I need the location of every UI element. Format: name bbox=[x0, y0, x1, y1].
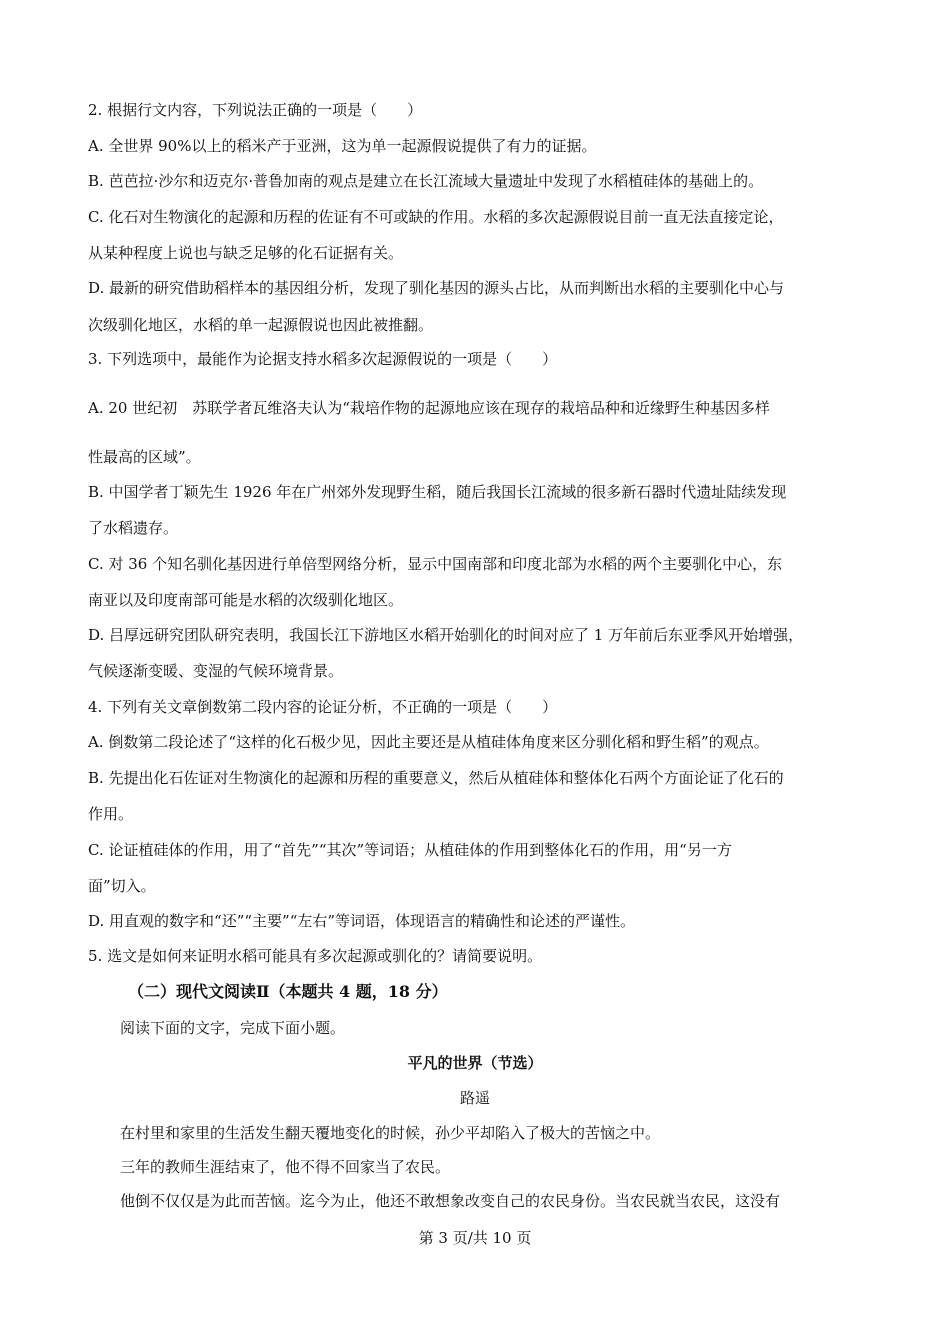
passage-paragraph-2: 三年的教师生涯结束了，他不得不回家当了农民。 bbox=[120, 1158, 451, 1176]
q2-option-d-line2: 次级驯化地区，水稻的单一起源假说也因此被推翻。 bbox=[88, 316, 434, 334]
q3-option-d-line1: D. 吕厚远研究团队研究表明，我国长江下游地区水稻开始驯化的时间对应了 1 万年前后东亚季风开始增强， bbox=[88, 626, 804, 644]
section-instruction: 阅读下面的文字，完成下面小题。 bbox=[120, 1019, 346, 1037]
passage-paragraph-3: 他倒不仅仅是为此而苦恼。迄今为止，他还不敢想象改变自己的农民身份。当农民就当农民，这没有 bbox=[120, 1192, 781, 1210]
q2-stem: 2. 根据行文内容，下列说法正确的一项是（ ） bbox=[88, 101, 423, 119]
q2-option-a: A. 全世界 90%以上的稻米产于亚洲，这为单一起源假说提供了有力的证据。 bbox=[88, 137, 597, 155]
q2-option-b: B. 芭芭拉·沙尔和迈克尔·普鲁加南的观点是建立在长江流域大量遗址中发现了水稻植硅体的基础上的。 bbox=[88, 172, 764, 190]
q2-option-d-line1: D. 最新的研究借助稻样本的基因组分析，发现了驯化基因的源头占比，从而判断出水稻的主要驯化中心与 bbox=[88, 279, 785, 297]
q4-option-c-line1: C. 论证植硅体的作用，用了“首先”“其次”等词语；从植硅体的作用到整体化石的作用，用“另一方 bbox=[88, 841, 732, 859]
passage-paragraph-1: 在村里和家里的生活发生翻天覆地变化的时候，孙少平却陷入了极大的苦恼之中。 bbox=[120, 1124, 661, 1142]
page-footer: 第 3 页/共 10 页 bbox=[418, 1229, 532, 1247]
q4-option-d: D. 用直观的数字和“还”“主要”“左右”等词语，体现语言的精确性和论述的严谨性。 bbox=[88, 912, 636, 930]
q3-option-a-line2: 性最高的区域”。 bbox=[88, 448, 201, 466]
q4-option-c-line2: 面”切入。 bbox=[88, 877, 156, 895]
q3-option-c-line1: C. 对 36 个知名驯化基因进行单倍型网络分析，显示中国南部和印度北部为水稻的两个主要驯化中心，东 bbox=[88, 555, 783, 573]
q3-option-d-line2: 气候逐渐变暖、变湿的气候环境背景。 bbox=[88, 662, 344, 680]
q4-stem: 4. 下列有关文章倒数第二段内容的论证分析，不正确的一项是（ ） bbox=[88, 698, 558, 716]
section-heading: （二）现代文阅读Ⅱ（本题共 4 题，18 分） bbox=[128, 982, 448, 1001]
q2-option-c-line1: C. 化石对生物演化的起源和历程的佐证有不可或缺的作用。水稻的多次起源假说目前一直无法直接定论， bbox=[88, 208, 784, 226]
q3-option-c-line2: 南亚以及印度南部可能是水稻的次级驯化地区。 bbox=[88, 591, 404, 609]
q2-option-c-line2: 从某种程度上说也与缺乏足够的化石证据有关。 bbox=[88, 244, 404, 262]
q4-option-a: A. 倒数第二段论述了“这样的化石极少见，因此主要还是从植硅体角度来区分驯化稻和野生稻”的观点。 bbox=[88, 733, 769, 751]
q4-option-b-line1: B. 先提出化石佐证对生物演化的起源和历程的重要意义，然后从植硅体和整体化石两个方面论证了化石的 bbox=[88, 769, 784, 787]
q3-stem: 3. 下列选项中，最能作为论据支持水稻多次起源假说的一项是（ ） bbox=[88, 350, 558, 368]
q3-option-a-line1: A. 20 世纪初 苏联学者瓦维洛夫认为“栽培作物的起源地应该在现存的栽培品种和近缘野生种基因多样 bbox=[88, 399, 770, 417]
q3-option-b-line1: B. 中国学者丁颖先生 1926 年在广州郊外发现野生稻，随后我国长江流域的很多新石器时代遗址陆续发现 bbox=[88, 483, 787, 501]
q5-stem: 5. 选文是如何来证明水稻可能具有多次起源或驯化的？请简要说明。 bbox=[88, 947, 543, 965]
q3-option-b-line2: 了水稻遗存。 bbox=[88, 519, 179, 537]
passage-author: 路遥 bbox=[459, 1089, 490, 1107]
passage-title: 平凡的世界（节选） bbox=[407, 1054, 543, 1072]
q4-option-b-line2: 作用。 bbox=[88, 805, 134, 823]
